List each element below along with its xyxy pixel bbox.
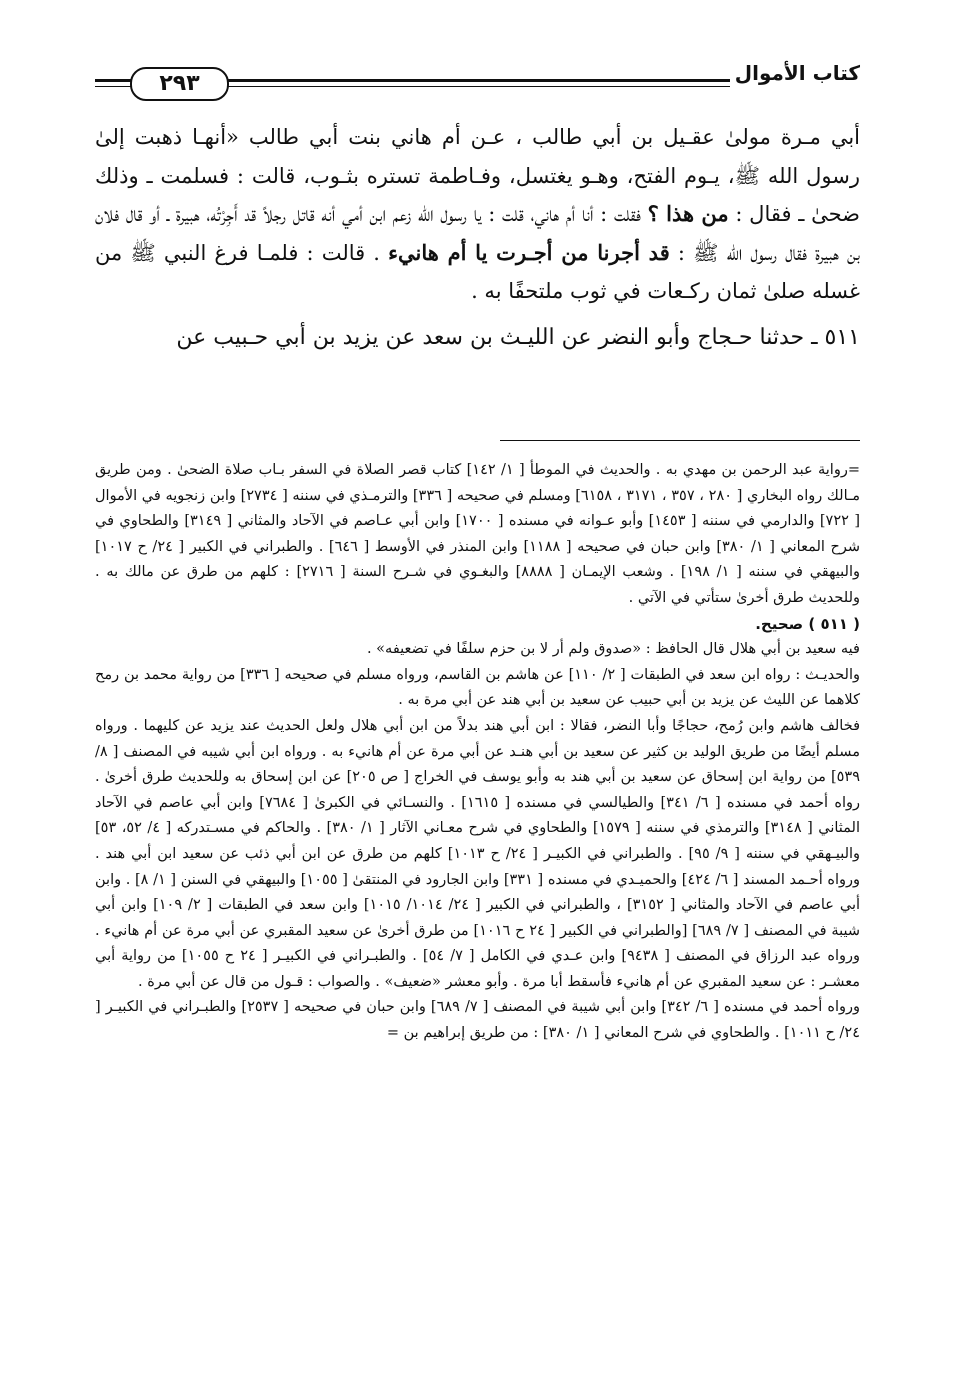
footnote-paragraph-2: فيه سعيد بن أبي هلال قال الحافظ : «صدوق ولم أر لا بن حزم سلفًا في تضعيفه» . xyxy=(366,641,860,658)
footnote-separator xyxy=(500,440,860,441)
main-text xyxy=(95,118,860,357)
main-text-bold-1: من هذا ؟ xyxy=(647,201,729,226)
footnote-paragraph-5: ورواه أحمد في مسنده [ ٦/ ٣٤٢] وابن أبي شيبة في المصنف [ ٧/ ٦٨٩] وابن حبان في صحيحه [ ٢٥٣٧] والطبـراني في الكبيـر [ ٢٤/ ح ١٠١١] . والطحاوي في شرح المعاني [ ١/ ٣٨٠] : من طريق إبراهيم بن = xyxy=(95,999,860,1042)
main-text-part-3: . قالت : فلمـا فرغ النبي ﷺ من غسله صلىٰ ثمان ركـعات في ثوب ملتحفًا به . xyxy=(95,240,860,303)
footnote-heading-511: ( ٥١١ ) صحيح. xyxy=(755,614,860,633)
footnote-paragraph-4: فخالف هاشم وابن رُمح، حجاجًا وأبا النضر، فقالا : ابن أبي هند بدلاً من ابن أبي هلال ولعل الحديث عند يزيد عن كليهما . ورواه مسلم أيضًا من طريق الوليد بن كثير عن سعيد بن أبي هنـد عن أبي مرة عن أم هانيء به . ورواه ابن أبي شيبه في المصنف [ ٨/ ٥٣٩] من رواية ابن إسحاق عن سعيد بن أبي هند به وأبو يوسف في الخراج [ ص ٢٠٥] عن ابن إسحاق به وللحديث طرق أخرىٰ . رواه أحمد في مسنده [ ٦/ ٣٤١] والطيالسي في مسنده [ ١٦١٥] . والنسـائي في الكبرىٰ [ ٧٦٨٤] وابن أبي عاصم في الآحاد المثاني [ ٣١٤٨] والترمذي في سننه [ ١٥٧٩] والطحاوي في شرح معـاني الآثار [ ١/ ٣٨٠] . والحاكم في مسـتدركه [ ٤/ ٥٢، ٥٣] والبيـهقي في سننه [ ٩/ ٩٥] . والطبراني في الكبيـر [ ٢٤/ ح ١٠١٣] كلهم من طرق عن ابن أبي ذئب عن سعيد ابن أبي هند . ورواه أحـمد المسند [ ٦/ ٤٢٤] والحميـدي في مسنده [ ٣٣١] وابن الجارود في المنتقىٰ [ ١٠٥٥] والبيهقي في السنن [ ١/ ٨] . وابن أبي عاصم في الآحاد والمثاني [ ٣١٥٢] ، والطبراني في الكبير [ ٢٤/ ١٠١٤/ ١٠١٥] وابن سعد في الطبقات [ ٢/ ١٠٩] وابن أبي شيبة في المصنف [ ٧/ ٦٨٩] [والطبراني في الكبير [ ٢٤ ح ١٠١٦] من طرق أخرىٰ عن سعيد المقبري عن أبي مرة عن أم هانيء . ورواه عبد الرزاق في المصنف [ ٩٤٣٨] وابن عـدي في الكامل [ ٧/ ٥٤] . والطبـراني في الكبيـر [ ٢٤ ح ١٠٥٥] من رواية أبي معشـر : عن سعيد المقبري عن أم هانيء فأسقط أبا مرة . وأبو معشر «ضعيف» . والصواب : قـول من قال عن أبي مرة . xyxy=(95,717,861,990)
page-header xyxy=(95,55,860,105)
hadith-511-start: ٥١١ ـ حدثنا حـجاج وأبو النضر عن الليـث بن سعد عن يزيد بن أبي حـبيب عن xyxy=(176,324,860,350)
main-text-part-2: فقلت : أنا أم هاني، قلت : يا رسول الله زعم ابن أمي أنه قاتل رجلاً قد أَجِرْتُه، هبيرة ـ أو قال فلان بن هبيرة فقال رسول الله ﷺ : xyxy=(95,202,860,265)
main-text-part-1: أبي مـرة مولىٰ عقـيل بن أبي طالب ، عـن أم هاني بنت أبي طالب «أنهـا ذهبت إلىٰ رسول الله ﷺ، يـوم الفتح، وهـو يغتسل، وفـاطمة تستره بثـوب، قالت : فسلمت ـ وذلك ضحىٰ ـ فقال : xyxy=(95,125,860,226)
main-text-bold-2: قد أجرنا من أجـرت يا أم هانيء xyxy=(388,239,670,265)
book-title: كتاب الأموال xyxy=(734,61,860,85)
footnote-paragraph-1: =رواية عبد الرحمن بن مهدي به . والحديث في الموطأ [ ١/ ١٤٢] كتاب قصر الصلاة في السفر بـاب صلاة الضحىٰ . ومن طريق مـالك رواه البخاري [ ٢٨٠ ، ٣٥٧ ، ٣١٧١ ، ٦١٥٨] ومسلم في صحيحه [ ٣٣٦] والترمـذي في سننه [ ٢٧٣٤] وابن زنجويه في الأموال [ ٧٢٢] والدارمي في سننه [ ١٤٥٣] وأبو عـوانه في مسنده [ ١٧٠٠] وابن أبي عـاصم في الآحاد والمثاني [ ٣١٤٩] والطحاوي في شرح المعاني [ ١/ ٣٨٠] وابن حبان في صحيحه [ ١١٨٨] وابن المنذر في الأوسط [ ٦٤٦] . والطبراني في الكبير [ ٢٤/ ح ١٠١٧] والبيهقي في سننه [ ١/ ١٩٨] . وشعب الإيمـان [ ٨٨٨٨] والبغـوي في شـرح السنة [ ٢٧١٦] : كلهم من طرق عن مالك به . وللحديث طرق أخرىٰ ستأتي في الآتي . xyxy=(95,462,861,606)
footnotes xyxy=(95,458,860,1047)
footnote-paragraph-3: والحديـث : رواه ابن سعد في الطبقات [ ٢/ ١١٠] عن هاشم بن القاسم، ورواه مسلم في صحيحه [ ٣٣٦] من رواية محمد بن رمح كلاهما عن الليث عن يزيد بن أبي حبيب عن سعيد بن أبي هند عن أبي مرة به . xyxy=(95,666,860,709)
main-paragraph xyxy=(95,118,860,311)
page-number: ٢٩٣ xyxy=(130,67,229,101)
